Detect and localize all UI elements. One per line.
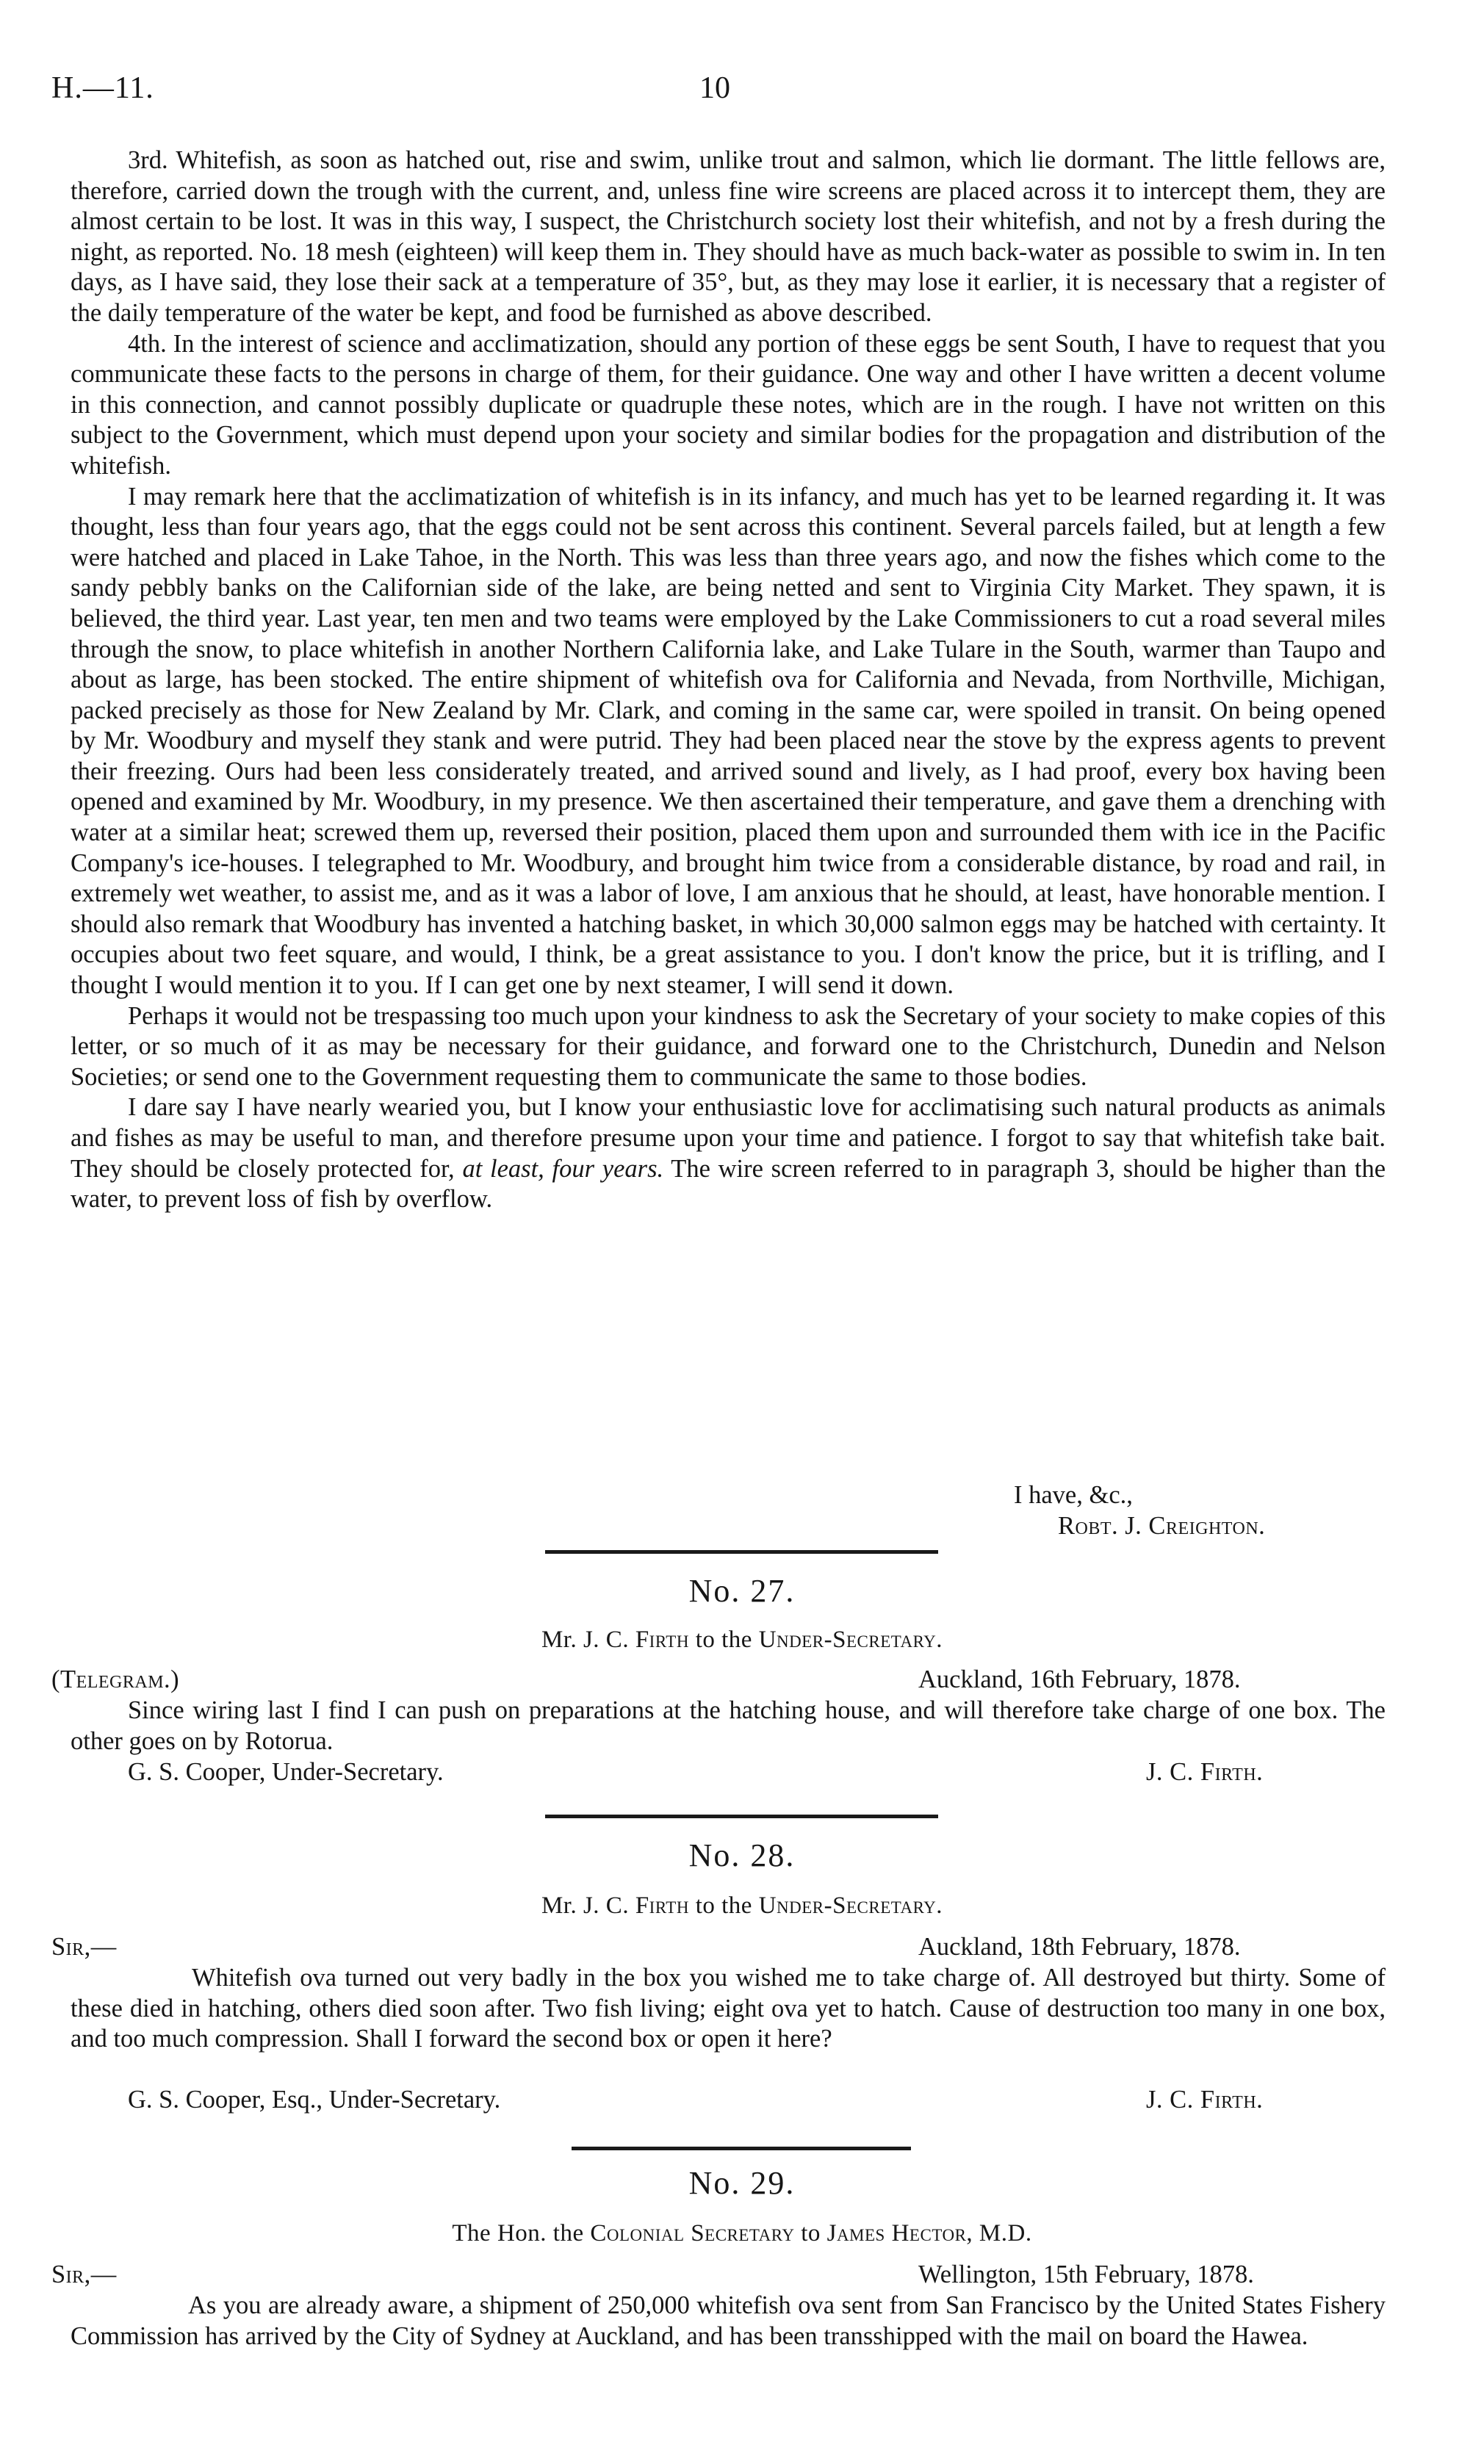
telegram-label: (Telegram.)	[51, 1665, 180, 1693]
title-text: to the	[695, 1627, 752, 1653]
document-title	[0, 2220, 1484, 2247]
paragraph-text: I dare say I have nearly wearied you, but I know your enthusiastic love for acclimatising such natural products as animals and fishes as may be useful to man, and therefore presume upon your time and patience. I forgot to say that whitefish take bait. They should be closely protected for,	[71, 1093, 1386, 1183]
page-number: 10	[699, 71, 730, 105]
paragraph: Whitefish ova turned out very badly in the box you wished me to take charge of. All destroyed but thirty. Some of these died in hatching, others died soon after. Two fish living; eight ova yet to hatch. Cause of destruction too many in one box, and too much compression. Shall I forward the second box or open it here?	[71, 1964, 1386, 2053]
title-recipient: James Hector,	[826, 2220, 973, 2247]
signature: J. C. Firth.	[1146, 1758, 1264, 1786]
letter-body	[71, 145, 1386, 1215]
title-text: M.D.	[979, 2220, 1032, 2247]
salutation: Sir,—	[51, 2261, 117, 2288]
addressee: G. S. Cooper, Under-Secretary.	[128, 1758, 444, 1786]
title-text: to	[801, 2220, 821, 2247]
place-date: Auckland, 18th February, 1878.	[918, 1933, 1241, 1961]
document-title	[0, 1892, 1484, 1920]
document-title	[0, 1627, 1484, 1654]
section-divider	[545, 1815, 938, 1818]
section-divider	[572, 2147, 911, 2150]
title-recipient: Under-Secretary.	[758, 1627, 943, 1653]
salutation: Sir,—	[51, 1933, 117, 1961]
paragraph: Perhaps it would not be trespassing too much upon your kindness to ask the Secretary of your society to make copies of this letter, or so much of it as may be necessary for their guidance, and forward one to the Christchurch, Dunedin and Nelson Societies; or send one to the Government requesting them to communicate the same to those bodies.	[71, 1001, 1386, 1091]
document-number: No. 29.	[688, 2165, 796, 2201]
title-text: Mr. J. C.	[541, 1892, 630, 1919]
emphasis-text: at least, four years.	[462, 1154, 664, 1183]
title-name: Firth	[635, 1627, 689, 1653]
signature: Robt. J. Creighton.	[1058, 1512, 1266, 1540]
addressee: G. S. Cooper, Esq., Under-Secretary.	[128, 2086, 501, 2114]
paragraph: 4th. In the interest of science and acclimatization, should any portion of these eggs be sent South, I have to request that you communicate these facts to the persons in charge of them, for their guidance. One way and other I have written a decent volume in this connection, and cannot possibly duplicate or quadruple these notes, which are in the rough. I have not written on this subject to the Government, which must depend upon your society and similar bodies for the propagation and distribution of the whitefish.	[71, 329, 1386, 480]
letter-body	[71, 1696, 1386, 1757]
title-text: Mr. J. C.	[541, 1627, 630, 1653]
place-date: Wellington, 15th February, 1878.	[918, 2261, 1254, 2288]
page-reference: H.—11.	[51, 71, 154, 105]
title-text: The Hon. the	[452, 2220, 584, 2247]
paragraph-text: The wire screen referred to in paragraph 3, should be higher than the water, to prevent loss of fish by overflow.	[71, 1154, 1386, 1214]
document-number: No. 27.	[688, 1573, 796, 1609]
title-text: to the	[695, 1892, 752, 1919]
paragraph: Since wiring last I find I can push on preparations at the hatching house, and will therefore take charge of one box. The other goes on by Rotorua.	[71, 1696, 1386, 1755]
section-divider	[545, 1550, 938, 1554]
title-name: Colonial Secretary	[590, 2220, 795, 2247]
letter-body	[71, 2291, 1386, 2352]
place-date: Auckland, 16th February, 1878.	[918, 1665, 1241, 1693]
title-recipient: Under-Secretary.	[758, 1892, 943, 1919]
closing-line: I have, &c.,	[1014, 1481, 1133, 1509]
paragraph: As you are already aware, a shipment of 250,000 whitefish ova sent from San Francisco by the United States Fishery Commission has arrived by the City of Sydney at Auckland, and has been transshipped with the mail on board the Hawea.	[71, 2291, 1386, 2350]
title-name: Firth	[635, 1892, 689, 1919]
document-number: No. 28.	[688, 1837, 796, 1873]
signature: J. C. Firth.	[1146, 2086, 1264, 2114]
paragraph: 3rd. Whitefish, as soon as hatched out, rise and swim, unlike trout and salmon, which lie dormant. The little fellows are, therefore, carried down the trough with the current, and, unless fine wire screens are placed across it to intercept them, they are almost certain to be lost. It was in this way, I suspect, the Christchurch society lost their whitefish, and not by a fresh during the night, as reported. No. 18 mesh (eighteen) will keep them in. They should have as much back-water as possible to swim in. In ten days, as I have said, they lose their sack at a temperature of 35°, but, as they may lose it earlier, it is necessary that a register of the daily temperature of the water be kept, and food be furnished as above described.	[71, 146, 1386, 327]
paragraph: I may remark here that the acclimatization of whitefish is in its infancy, and much has yet to be learned regarding it. It was thought, less than four years ago, that the eggs could not be sent across this continent. Several parcels failed, but at length a few were hatched and placed in Lake Tahoe, in the North. This was less than three years ago, and now the fishes which come to the sandy pebbly banks on the Californian side of the lake, are being netted and sent to Virginia City Market. They spawn, it is believed, the third year. Last year, ten men and two teams were employed by the Lake Commissioners to cut a road several miles through the snow, to place whitefish in another Northern California lake, and Lake Tulare in the South, warmer than Taupo and about as large, has been stocked. The entire shipment of whitefish ova for California and Nevada, from Northville, Michigan, packed precisely as those for New Zealand by Mr. Clark, and coming in the same car, were spoiled in transit. On being opened by Mr. Woodbury and myself they stank and were putrid. They had been placed near the stove by the express agents to prevent their freezing. Ours had been less considerately treated, and arrived sound and lively, as I had proof, every box having been opened and examined by Mr. Woodbury, in my presence. We then ascertained their temperature, and gave them a drenching with water at a similar heat; screwed them up, reversed their position, placed them upon and surrounded them with ice in the Pacific Company's ice-houses. I telegraphed to Mr. Woodbury, and brought him twice from a considerable distance, by road and rail, in extremely wet weather, to assist me, and as it was a labor of love, I am anxious that he should, at least, have honorable mention. I should also remark that Woodbury has invented a hatching basket, in which 30,000 salmon eggs may be hatched with certainty. It occupies about two feet square, and would, I think, be a great assistance to you. I don't know the price, but it is trifling, and I thought I would mention it to you. If I can get one by next steamer, I will send it down.	[71, 482, 1386, 1000]
paragraph	[71, 1092, 1386, 1214]
letter-body	[71, 1963, 1386, 2055]
